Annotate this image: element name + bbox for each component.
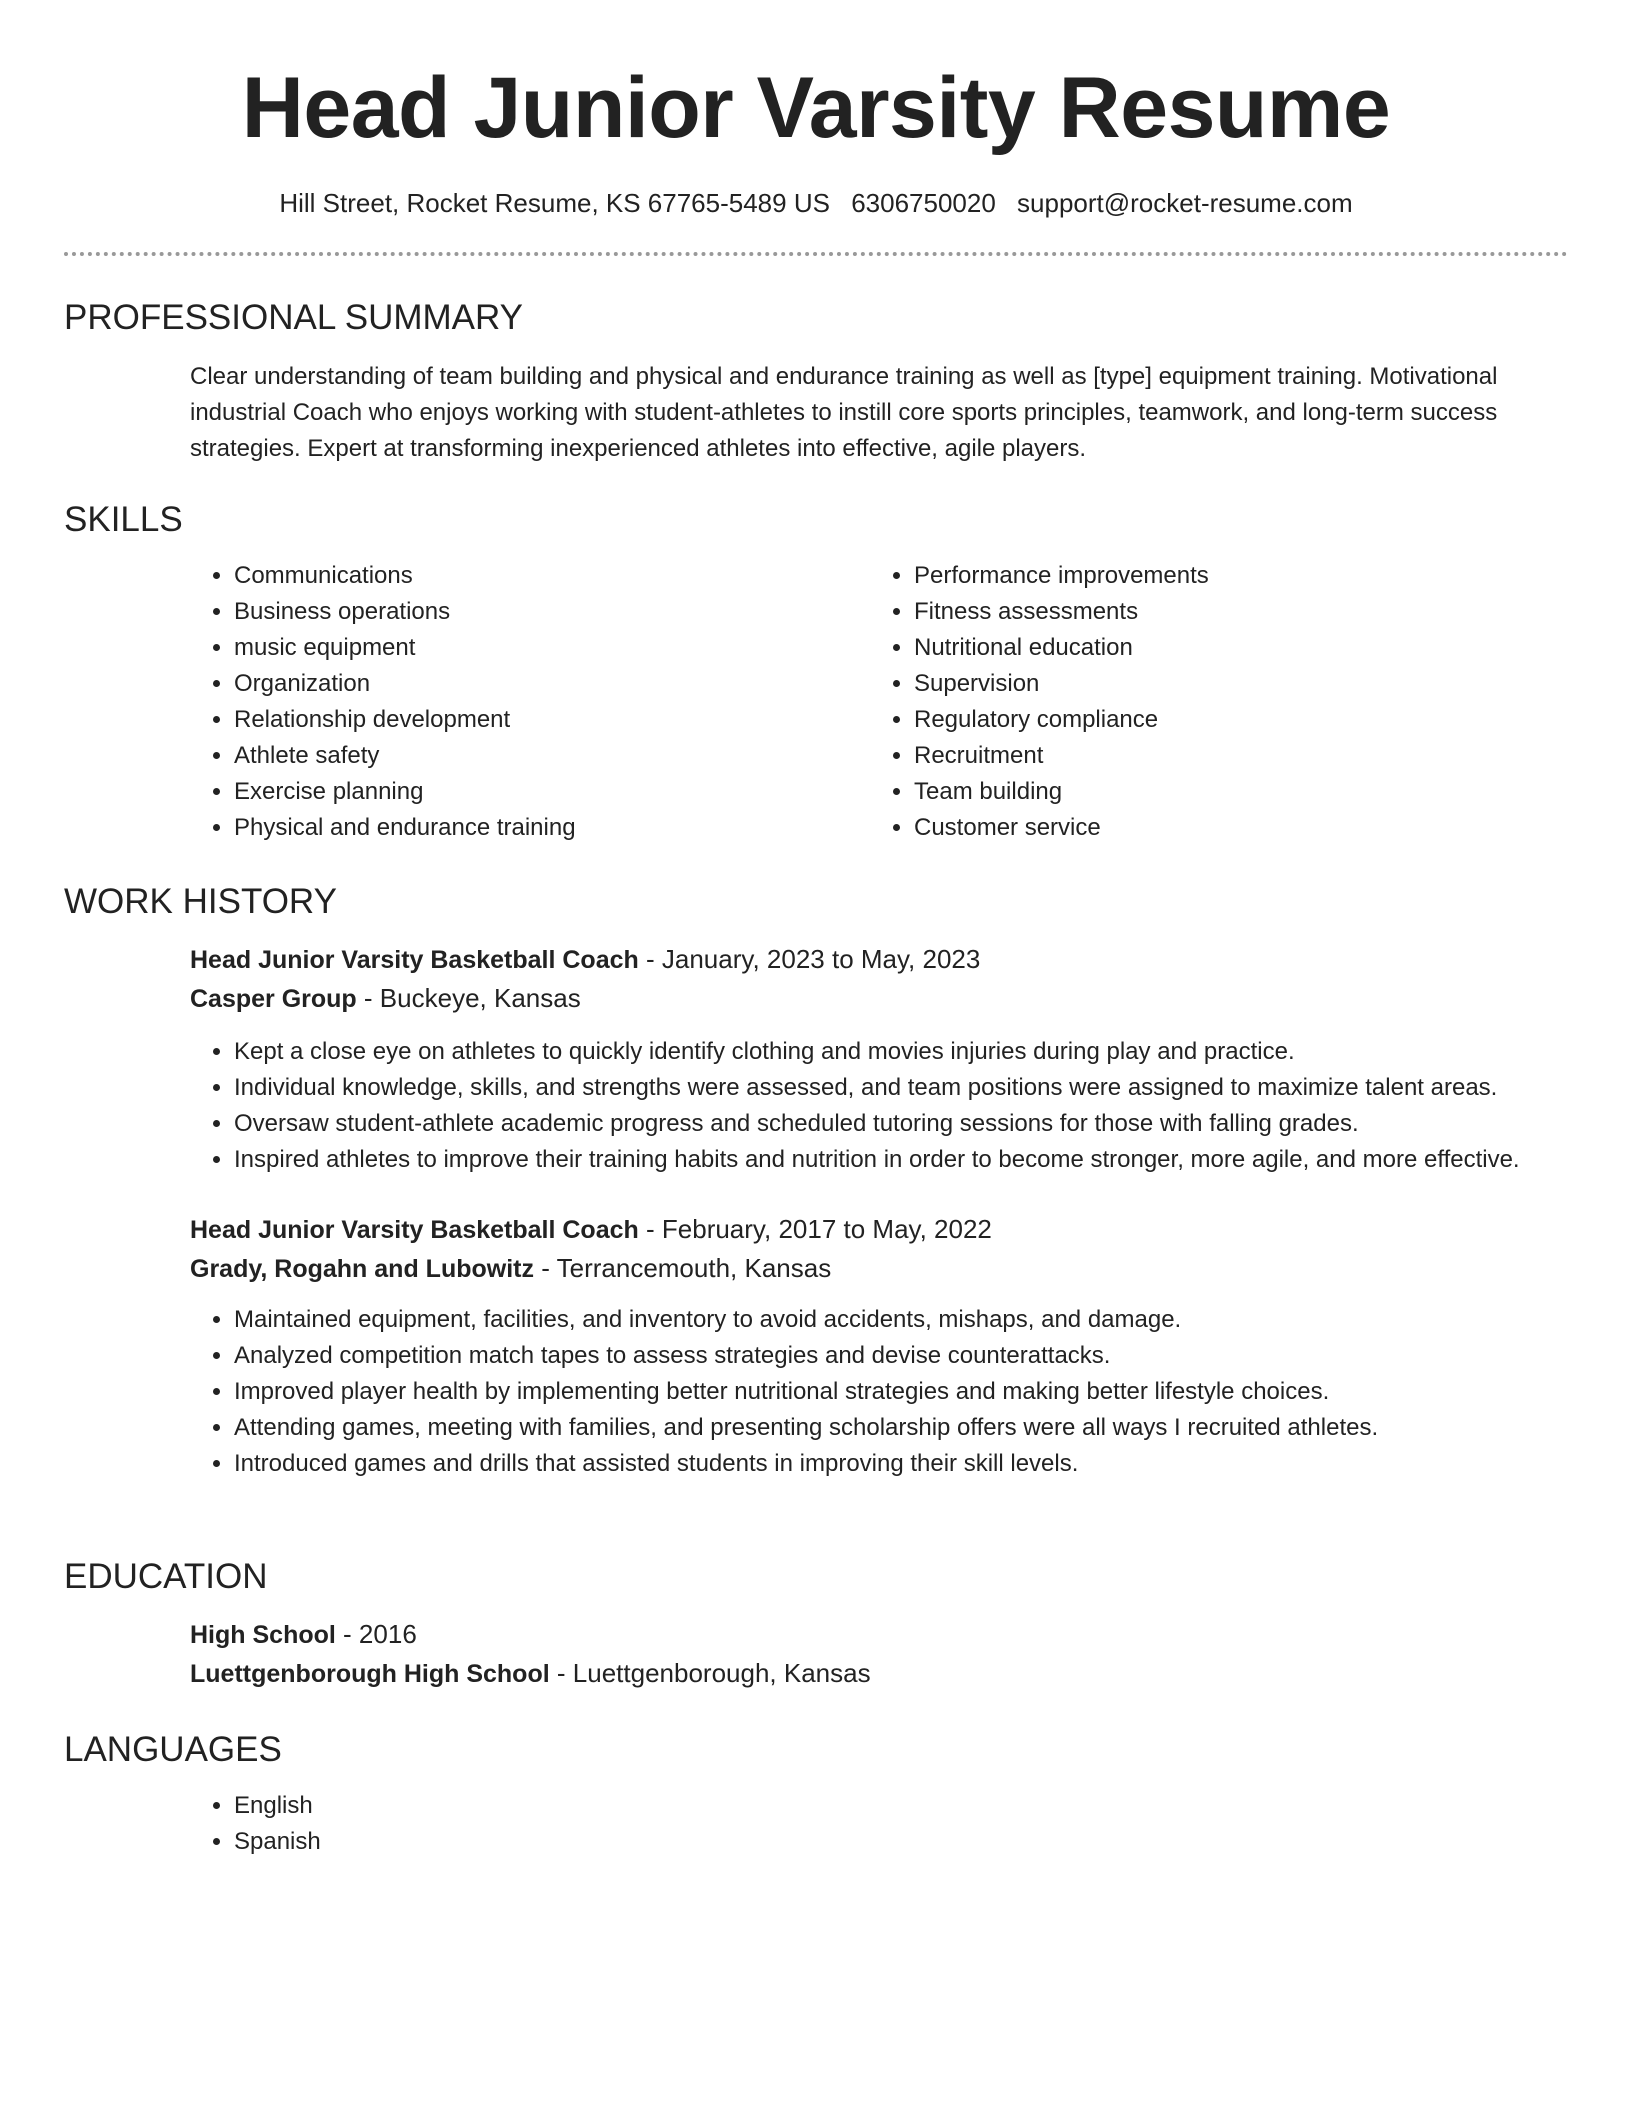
skill-item: • Team building	[914, 774, 1550, 810]
skill-item: • Exercise planning	[234, 774, 870, 810]
skill-item: • Customer service	[914, 810, 1550, 846]
job-location: - Terrancemouth, Kansas	[533, 1253, 832, 1283]
job-company-line	[190, 1249, 1568, 1288]
education-section	[64, 1555, 1568, 1693]
summary-section	[64, 296, 1568, 467]
skills-title: SKILLS	[64, 500, 183, 539]
education-location: - Luettgenborough, Kansas	[549, 1658, 871, 1688]
skill-item: • Nutritional education	[914, 630, 1550, 666]
languages-list	[190, 1788, 1568, 1860]
summary-title: PROFESSIONAL SUMMARY	[64, 298, 523, 337]
job-role: Head Junior Varsity Basketball Coach	[190, 1216, 639, 1244]
skill-item: • Performance improvements	[914, 558, 1550, 594]
job-dates: - February, 2017 to May, 2022	[638, 1214, 992, 1244]
job-bullets	[190, 1302, 1568, 1482]
contact-phone: 6306750020	[851, 188, 996, 218]
contact-email: support@rocket-resume.com	[1017, 188, 1353, 218]
job-bullet: • Maintained equipment, facilities, and inventory to avoid accidents, mishaps, and damage.	[234, 1302, 1568, 1338]
job-bullet: • Kept a close eye on athletes to quickly identify clothing and movies injuries during play and practice.	[234, 1034, 1568, 1070]
education-title: EDUCATION	[64, 1557, 268, 1596]
job-entry	[190, 940, 1568, 1178]
header-divider	[64, 252, 1568, 256]
contact-address: Hill Street, Rocket Resume, KS 67765-5489 US	[279, 188, 830, 218]
job-role-line	[190, 940, 1568, 979]
education-degree-line	[190, 1615, 1568, 1654]
job-bullet: • Oversaw student-athlete academic progress and scheduled tutoring sessions for those with falling grades.	[234, 1106, 1568, 1142]
skill-item: • Fitness assessments	[914, 594, 1550, 630]
work-section	[64, 880, 1568, 1482]
education-year: - 2016	[335, 1619, 417, 1649]
job-dates: - January, 2023 to May, 2023	[638, 944, 981, 974]
languages-section	[64, 1728, 1568, 1860]
job-bullet: • Individual knowledge, skills, and strengths were assessed, and team positions were assigned to maximize talent areas.	[234, 1070, 1568, 1106]
job-company: Casper Group	[190, 985, 357, 1013]
skill-item: • Business operations	[234, 594, 870, 630]
skills-column-left	[190, 558, 870, 846]
skill-item: • Communications	[234, 558, 870, 594]
job-bullet: • Improved player health by implementing better nutritional strategies and making better lifestyle choices.	[234, 1374, 1568, 1410]
education-degree: High School	[190, 1621, 336, 1649]
job-bullets	[190, 1034, 1568, 1178]
job-role: Head Junior Varsity Basketball Coach	[190, 946, 639, 974]
skill-item: • Regulatory compliance	[914, 702, 1550, 738]
summary-text: Clear understanding of team building and physical and endurance training as well as [type] equipment training. Motivational industrial Coach who enjoys working with student-athletes to instill core sports principles, teamwork, and long-term success strategies. Expert at transforming inexperienced athletes into effective, agile players.	[190, 363, 1498, 462]
skills-grid	[190, 558, 1568, 846]
skill-item: • Physical and endurance training	[234, 810, 870, 846]
languages-title: LANGUAGES	[64, 1730, 282, 1769]
skills-column-right	[870, 558, 1550, 846]
job-bullet: • Inspired athletes to improve their training habits and nutrition in order to become stronger, more agile, and more effective.	[234, 1142, 1568, 1178]
skill-item: • Organization	[234, 666, 870, 702]
job-entry	[190, 1210, 1568, 1482]
contact-line	[64, 187, 1568, 219]
job-company-line	[190, 979, 1568, 1018]
skill-item: • Recruitment	[914, 738, 1550, 774]
job-bullet: • Attending games, meeting with families, and presenting scholarship offers were all ways I recruited athletes.	[234, 1410, 1568, 1446]
job-bullet: • Introduced games and drills that assisted students in improving their skill levels.	[234, 1446, 1568, 1482]
skill-item: • Athlete safety	[234, 738, 870, 774]
resume-name: Head Junior Varsity Resume	[241, 60, 1391, 156]
job-location: - Buckeye, Kansas	[356, 983, 581, 1013]
skill-item: • Supervision	[914, 666, 1550, 702]
education-school: Luettgenborough High School	[190, 1660, 550, 1688]
job-role-line	[190, 1210, 1568, 1249]
education-entry	[190, 1615, 1568, 1693]
skill-item: • Relationship development	[234, 702, 870, 738]
job-bullet: • Analyzed competition match tapes to assess strategies and devise counterattacks.	[234, 1338, 1568, 1374]
language-item: • Spanish	[234, 1824, 1568, 1860]
skill-item: • music equipment	[234, 630, 870, 666]
language-item: • English	[234, 1788, 1568, 1824]
job-company: Grady, Rogahn and Lubowitz	[190, 1255, 534, 1283]
work-title: WORK HISTORY	[64, 882, 337, 921]
skills-section	[64, 498, 1568, 846]
education-school-line	[190, 1654, 1568, 1693]
